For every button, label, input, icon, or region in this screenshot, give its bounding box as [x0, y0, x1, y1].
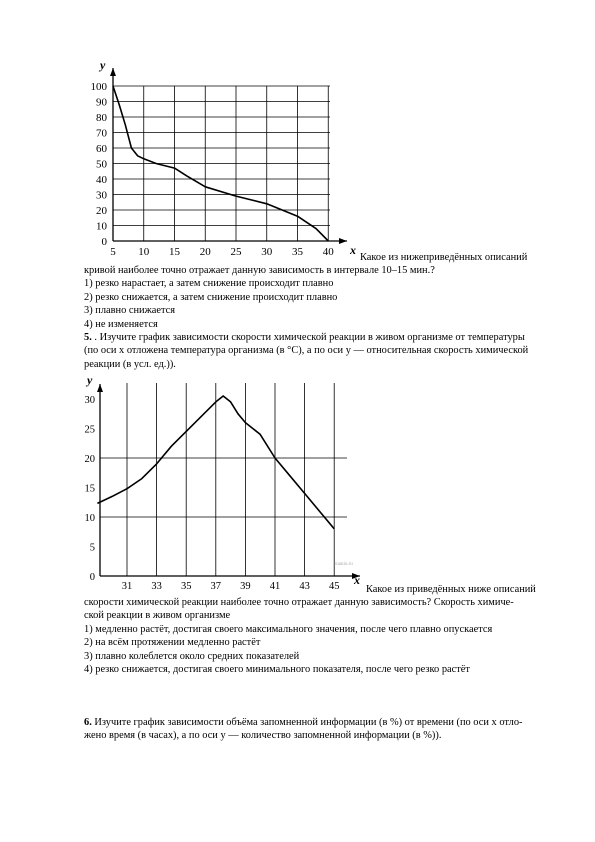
y-tick-label: 40: [96, 174, 107, 186]
q5-number: 5.: [84, 332, 92, 343]
q5-body: [84, 596, 514, 676]
y-tick-label: 30: [96, 189, 107, 202]
q6-number: 6.: [84, 717, 92, 728]
y-axis-label: y: [100, 58, 106, 72]
y-tick-label: 10: [84, 513, 95, 524]
x-axis-label: x: [354, 573, 360, 587]
q5-option-4: 4) резко снижается, достигая своего минимального показателя, после чего резко растёт: [84, 664, 470, 676]
y-tick-label: 0: [101, 236, 107, 248]
y-tick-label: 25: [84, 424, 95, 436]
chart-1: [91, 58, 357, 258]
q6-header: [84, 716, 523, 743]
q6-line-2: жено время (в часах), а по оси y — количество запомненной информации (в %)).: [84, 730, 442, 742]
q5-line-4: скорости химической реакции наиболее точно отражает данную зависимость? Скорость химиче-: [84, 597, 514, 608]
y-tick-label: 80: [96, 112, 107, 124]
x-tick-label: 31: [121, 581, 133, 592]
x-tick-label: 20: [199, 246, 211, 258]
x-tick-label: 15: [169, 246, 180, 258]
y-tick-label: 10: [96, 220, 107, 233]
y-tick-label: 20: [96, 205, 107, 217]
y-axis-arrow: [110, 68, 116, 76]
x-tick-label: 45: [328, 581, 340, 592]
x-tick-label: 35: [292, 246, 303, 258]
y-axis-arrow: [97, 384, 103, 392]
x-tick-label: 37: [210, 581, 222, 592]
q4-option-3: 3) плавно снижается: [84, 305, 176, 317]
x-tick-label: 10: [138, 246, 150, 258]
q5-header: [84, 331, 528, 371]
y-tick-label: 90: [96, 96, 107, 109]
y-tick-label: 70: [96, 127, 107, 140]
q5-line-5: ской реакции в живом организме: [84, 610, 231, 622]
x-tick-label: 41: [269, 581, 281, 592]
y-axis-label: y: [87, 373, 93, 387]
q4-option-1: 1) резко нарастает, а затем снижение происходит плавно: [84, 278, 334, 290]
q5-option-3: 3) плавно колеблется около средних показателей: [84, 650, 300, 662]
q4-line-2: кривой наиболее точно отражает данную зависимость в интервале 10–15 мин.?: [84, 265, 435, 276]
x-tick-label: 35: [180, 581, 192, 592]
x-tick-label: 5: [110, 246, 116, 258]
y-tick-label: 0: [89, 572, 95, 583]
y-tick-label: 20: [84, 454, 95, 465]
q5-line-2: (по оси x отложена температура организма (в °C), а по оси y — относительная скорость химической: [84, 345, 529, 357]
q5-option-1: 1) медленно растёт, достигая своего максимального значения, после чего плавно опускается: [84, 623, 493, 635]
x-tick-label: 30: [261, 246, 273, 258]
chart-2: [85, 373, 361, 592]
x-tick-label: 33: [151, 581, 162, 592]
y-tick-label: 15: [84, 483, 95, 495]
q5-option-2: 2) на всём протяжении медленно растёт: [84, 637, 261, 649]
x-tick-label: 39: [240, 581, 251, 592]
y-tick-label: 60: [96, 143, 107, 155]
q4-inline-text: Какое из нижеприведённых описаний: [360, 252, 528, 263]
x-axis-arrow: [339, 238, 347, 244]
y-tick-label: 100: [90, 81, 107, 93]
y-tick-label: 5: [89, 542, 95, 554]
watermark-text: znanio.ru: [334, 562, 353, 567]
y-tick-label: 50: [96, 158, 107, 171]
q4-body: [84, 264, 435, 331]
x-tick-label: 25: [230, 246, 242, 258]
x-tick-label: 40: [322, 246, 334, 258]
q4-option-2: 2) резко снижается, а затем снижение происходит плавно: [84, 291, 338, 303]
q5-line-1: . Изучите график зависимости скорости химической реакции в живом организме от температуры: [91, 332, 525, 343]
x-axis-label: x: [350, 243, 356, 257]
q6-line-1: Изучите график зависимости объёма запомненной информации (в %) от времени (по оси x отло-: [94, 717, 523, 728]
q5-inline-text: Какое из приведённых ниже описаний: [366, 584, 536, 595]
q5-line-3: реакции (в усл. ед.)).: [84, 358, 176, 370]
y-tick-label: 30: [84, 395, 95, 406]
q4-option-4: 4) не изменяется: [84, 318, 158, 330]
x-tick-label: 43: [299, 581, 310, 592]
